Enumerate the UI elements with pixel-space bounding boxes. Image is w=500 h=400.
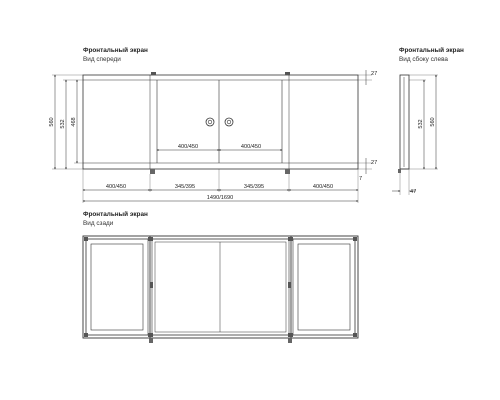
dim-door-left: 400/450 (177, 144, 199, 150)
door-handle-icon (225, 118, 233, 126)
dim-bottom-gap: 27 (371, 160, 378, 166)
dim-total-width: 1490/1690 (206, 195, 234, 201)
back-view-title: Фронтальный экран (83, 211, 148, 218)
dim-height-total: 560 (49, 117, 55, 127)
back-view-subtitle: Вид сзади (83, 220, 114, 227)
dim-side-height-mid: 532 (418, 119, 424, 129)
foot-icon (285, 169, 290, 174)
dim-side-depth: 47 (410, 189, 417, 195)
back-panel-outline (83, 236, 358, 338)
dim-door-right: 400/450 (240, 144, 262, 150)
dim-seg-right: 400/450 (312, 184, 334, 190)
side-view (398, 75, 409, 173)
side-view-subtitle: Вид сбоку слева (399, 56, 448, 63)
dim-side-height-total: 560 (430, 117, 436, 127)
side-panel-outline (400, 75, 409, 169)
dim-bottom-foot: 7 (359, 176, 363, 182)
dim-height-inner: 468 (71, 117, 77, 127)
foot-icon (150, 169, 155, 174)
foot-icon (288, 338, 292, 343)
foot-icon (149, 338, 153, 343)
dim-seg-left: 400/450 (105, 184, 127, 190)
dim-seg-mid-left: 345/395 (174, 184, 196, 190)
door-handle-icon (206, 118, 214, 126)
front-panel-outline (83, 75, 358, 169)
dim-top-gap: 27 (371, 71, 378, 77)
back-view (83, 236, 358, 343)
side-view-title: Фронтальный экран (399, 47, 464, 54)
front-view (83, 72, 358, 174)
dim-height-mid: 532 (60, 119, 66, 129)
dim-seg-mid-right: 345/395 (243, 184, 265, 190)
front-view-subtitle: Вид спереди (83, 56, 121, 63)
front-view-title: Фронтальный экран (83, 47, 148, 54)
